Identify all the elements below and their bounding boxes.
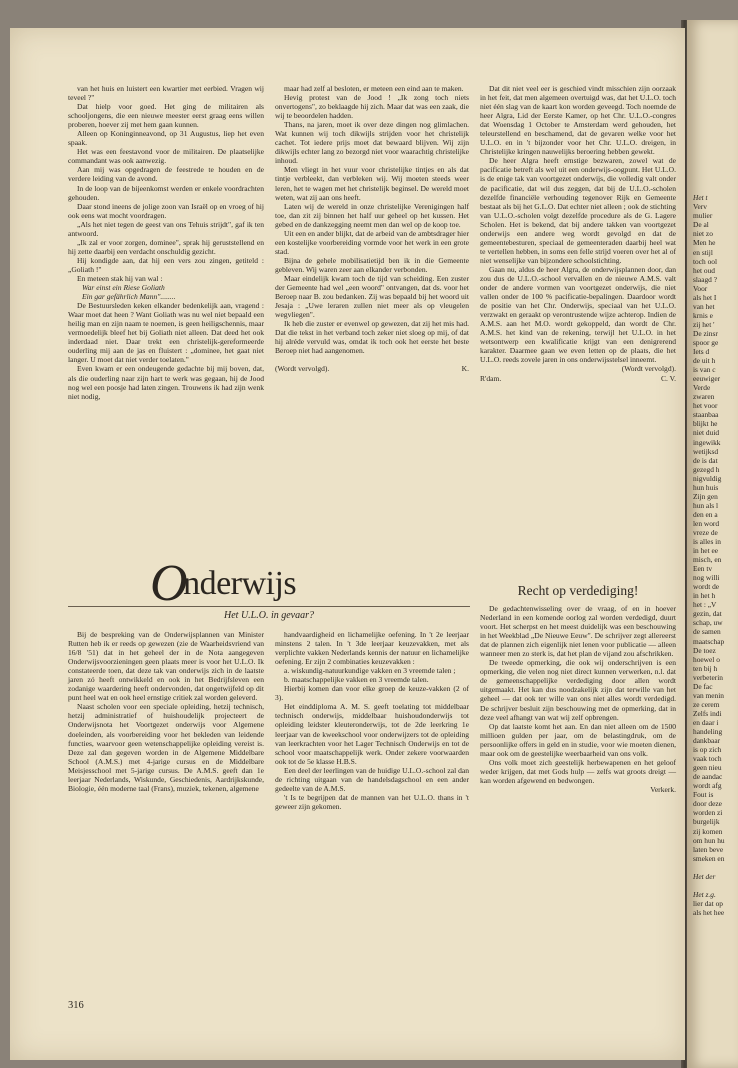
- text-fragment: blijkt he: [693, 419, 718, 429]
- column-2: [275, 84, 469, 373]
- text-fragment: zij komen: [693, 826, 723, 836]
- paragraph: De Bestuursleden keken elkander bedenkelijk aan, vragend : Waar moet dat heen ? Want Goliath was nu wel niet bepaald een heilig man en zijn naam te noemen, is geen heiligschennis, maar vermoedelijk bleef het bij Goliath niet alleen. Dat deed het ook inderdaad niet. Daar trekt een christelijk-gereformeerde ouderling mij aan de jas en fluistert : „dominee, het gaat niet langer. U moet dat niet verder toelaten.": [68, 301, 264, 365]
- text-fragment: misch, en: [693, 555, 722, 565]
- text-fragment: de aandac: [693, 772, 723, 782]
- text-fragment: mulier: [693, 211, 713, 221]
- text-fragment: hun huis: [693, 482, 719, 492]
- text-fragment: smeken en: [693, 853, 725, 863]
- paragraph: Naast scholen voor een speciale opleiding, hetzij technisch, hetzij administratief of huishoudelijk projecteert de Onderwijsnota het Voortgezet onderwijs voor Algemene doeleinden, als voorbereiding voor het bekleden van leidende functies, waarvoor geen wetenschappelijke opleiding vereist is. Deze zal dan gegeven worden in de Algemene Middelbare School (A.M.S.) met 4-jarige cursus en de Middelbare Meisjesschool met 5-jarige cursus. De A.M.S. geeft dan 1e leerjaar Nederlands, Wiskunde, Geschiedenis, Aardrijkskunde, Biologie, één moderne taal (Frans), muziek, tekenen, algemene: [68, 702, 264, 793]
- paragraph: De heer Algra heeft ernstige bezwaren, zowel wat de pacificatie betreft als wel uit een onderwijs-oogpunt. Het U.L.O. is de enige tak van voortgezet onderwijs, die volledig valt onder de pacificatie, dat wil dus zeggen, dat bij de U.L.O.-scholen dezelfde financiële verhouding tegenover Rijk en Gemeente bestaat als bij het G.L.O. Dat echter niet alleen ; ook de stichting van U.L.O.-scholen volgt dezelfde procedure als de G. Lagere Scholen. Het is bekend, dat bij andere takken van voortgezet onderwijs een andere weg wordt gevolgd en dat de gemeentebesturen, speciaal de gemeenteraden daarbij heel wat te vertellen hebben, in soms een felle strijd voeren over het al of niet wenselijke van bijzondere schoolstichting.: [480, 156, 676, 265]
- place-name: R'dam.: [480, 373, 502, 383]
- text-fragment: [693, 881, 738, 890]
- text-fragment: de is dat: [693, 455, 718, 465]
- text-fragment: de samen: [693, 627, 721, 637]
- text-fragment: zij het ': [693, 319, 715, 329]
- paragraph: Alleen op Koninginneavond, op 31 Augustus, liep het even spaak.: [68, 129, 264, 148]
- text-fragment: burgelijk: [693, 817, 720, 827]
- text-fragment: Iets d: [693, 347, 710, 357]
- text-fragment: Zijn gen: [693, 491, 718, 501]
- text-fragment: in het h: [693, 591, 716, 601]
- text-fragment: het : „V: [693, 600, 717, 610]
- text-fragment: hoewel o: [693, 654, 720, 664]
- paragraph: War einst ein Riese Goliath: [82, 283, 165, 293]
- paragraph: Een deel der leerlingen van de huidige U.L.O.-school zal dan de richting uitgaan van de handelsdagschool en een ander gedeelte van de A.M.S.: [275, 765, 469, 793]
- paragraph: „Als het niet tegen de geest van ons Tehuis strijdt", gaf ik ten antwoord.: [68, 219, 264, 238]
- paragraph: Ik heb die zuster er evenwel op gewezen, dat zij het mis had. Dat die tekst in het verband toch zeker niet sloeg op mij, of dat hij alréde vervuld was, omdat ik toch ook het eerste het beste Beroep niet had aangenomen.: [275, 319, 469, 356]
- paragraph: Bijna de gehele mobilisatietijd ben ik in die Gemeente gebleven. Wij waren zeer aan elkander verbonden.: [275, 255, 469, 274]
- text-fragment: Men he: [693, 238, 716, 248]
- paragraph: Ons volk moet zich geestelijk herbewapenen en het geloof weder krijgen, dat met Gods hulp — zelfs wat groots dreigt — kan worden afgewend en bedwongen.: [480, 757, 676, 785]
- paragraph: En meteen stak hij van wal :: [77, 273, 163, 283]
- text-fragment: zwaren: [693, 392, 715, 402]
- text-fragment: nog willi: [693, 573, 720, 583]
- text-fragment: vreze de: [693, 527, 718, 537]
- paragraph: handvaardigheid en lichamelijke oefening. In 't 2e leerjaar minstens 2 talen. In 't 3de leerjaar keuzevakken, met als verplichte vakken Nederlands kennis der natuur en lichamelijke oefening. Er zijn 2 combinaties keuzevakken :: [275, 630, 469, 667]
- paragraph: De tweede opmerking, die ook wij onderschrijven is een opmerking, die velen nog niet direct kunnen verwerken, n.l. dat de gemeenschappelijke verdediging door allen wordt uitgemaakt. Het kan dus noodzakelijk zijn dat terwille van het geheel — dat ook ter wille van ons niet alles wordt verdedigd. De schrijver besluit zijn beschouwing met de opmerking, dat in deze veel afhangt van wat wij zelf opbrengen.: [480, 658, 676, 722]
- text-fragment: len word: [693, 518, 720, 528]
- section-title-rest: nderwijs: [183, 565, 297, 602]
- text-fragment: hun als l: [693, 500, 719, 510]
- text-fragment: De fac: [693, 681, 713, 691]
- right-page-fragment: [687, 20, 738, 1068]
- text-fragment: [693, 175, 738, 184]
- text-fragment: wordt afg: [693, 781, 722, 791]
- author-initial: K.: [461, 364, 469, 374]
- text-fragment: Het der: [693, 871, 716, 881]
- text-fragment: Zelfs indi: [693, 708, 722, 718]
- text-fragment: het oud: [693, 265, 715, 275]
- text-fragment: Verv: [693, 202, 707, 212]
- text-fragment: toch ool: [693, 256, 718, 266]
- paragraph: Men vliegt in het vuur voor christelijke tintjes en als dat tintje verbleekt, dan verbleken wij. Wij moeten steeds weer leren, het te wagen met het christelijk beginsel. De wereld moet weten, wat zij aan ons heeft.: [275, 165, 469, 202]
- text-fragment: ingewikk: [693, 437, 721, 447]
- paragraph: Ein gar gefährlich Mann"........: [82, 292, 176, 302]
- paragraph: De gedachtenwisseling over de vraag, of en in hoever Nederland in een komende oorlog zal worden verdedigd, duurt voort. Het scherpst en het meest duidelijk was een beschouwing in het Weekblad „De Nieuwe Eeuw". De schrijver zegt allereerst dat de plannen zich eigenlijk niet lenen voor publicatie — alleen wanneer men zo sterk is, dat het plan de vijand zou afschrikken.: [480, 604, 676, 659]
- section-rule: [68, 606, 470, 607]
- paragraph: Op dat laatste komt het aan. En dan niet alleen om de 1500 millioen gulden per jaar, om de belastingdruk, om de persoonlijke offers in geld en in studie, voor wie moeten dienen, maar ook om de geestelijke weerbaarheid van ons volk.: [480, 721, 676, 758]
- text-fragment: het voor: [693, 401, 718, 411]
- text-fragment: [693, 157, 738, 166]
- text-fragment: Het t: [693, 193, 708, 203]
- signature-row: [275, 364, 469, 373]
- bottom-column-1: [68, 630, 264, 793]
- to-be-continued: (Wordt vervolgd).: [621, 364, 676, 374]
- bottom-column-3: [480, 604, 676, 794]
- text-fragment: [693, 166, 738, 175]
- article-title-recht: Recht op verdediging!: [517, 583, 639, 598]
- text-fragment: is alles in: [693, 537, 721, 547]
- text-fragment: is van c: [693, 365, 716, 375]
- text-fragment: schap, uw: [693, 618, 723, 628]
- author-name: Verkerk.: [650, 784, 676, 794]
- text-fragment: staanbaa: [693, 410, 719, 420]
- text-fragment: verbeterin: [693, 672, 723, 682]
- text-fragment: niet duid: [693, 428, 720, 438]
- text-fragment: [693, 148, 738, 157]
- article-subtitle: Het U.L.O. in gevaar?: [224, 610, 314, 621]
- paragraph: Thans, na jaren, moet ik over deze dingen nog glimlachen. Wat kunnen wij toch dikwijls strijden voor het christelijk cachet. Tot iedere prijs moet dat bewaard blijven. Wij zijn dikwijls echter lang zo bezorgd niet voor waarachtig christelijke inhoud.: [275, 120, 469, 166]
- text-fragment: en daar i: [693, 717, 719, 727]
- text-fragment: Een tv: [693, 564, 713, 574]
- text-fragment: Fout is: [693, 790, 714, 800]
- paragraph: Laten wij de wereld in onze christelijke Verenigingen half toe, dan zit zij binnen het half uur geheel op het kussen. Het gebed en de dankzegging neemt men dan wel op de koop toe.: [275, 201, 469, 229]
- text-fragment: en stijl: [693, 247, 713, 257]
- text-fragment: in het ee: [693, 546, 719, 556]
- text-fragment: gezegd h: [693, 464, 720, 474]
- paragraph: Hierbij komen dan voor elke groep de keuze-vakken (2 of 3).: [275, 684, 469, 703]
- column-1: [68, 84, 264, 401]
- text-fragment: van menin: [693, 690, 724, 700]
- text-fragment: dankbaar: [693, 736, 721, 746]
- paragraph: In de loop van de bijeenkomst werden er enkele voordrachten gehouden.: [68, 183, 264, 202]
- text-fragment: De al: [693, 220, 709, 230]
- text-fragment: De toez: [693, 645, 716, 655]
- paragraph: Maar eindelijk kwam toch de tijd van scheiding. Een zuster der Gemeente had wel „een woord" ontvangen, dat ds. voor het Beroep naar B. zou bedanken. Zij was bepaald bij het woord uit Jesaja : „Uwe leraren zullen niet meer als op vleugelen wegvliegen".: [275, 273, 469, 320]
- page-number: 316: [68, 1000, 84, 1011]
- text-fragment: worden zi: [693, 808, 723, 818]
- paragraph: „Ik zal er voor zorgen, dominee", sprak hij geruststellend en hij zette daarbij een verdacht onschuldig gezicht.: [68, 237, 264, 256]
- text-fragment: Verde: [693, 383, 711, 393]
- text-fragment: vaak toch: [693, 754, 722, 764]
- text-fragment: wetijksd: [693, 446, 719, 456]
- text-fragment: spoor ge: [693, 337, 719, 347]
- text-fragment: om hun hu: [693, 835, 725, 845]
- text-fragment: [693, 863, 738, 872]
- paragraph: Hij kondigde aan, dat hij een vers zou zingen, getiteld : „Goliath !": [68, 255, 264, 274]
- paragraph: Dat hielp voor goed. Het ging de militairen als schooljongens, die een nieuwe meester eerst graag eens willen proberen, hoever zij met hem gaan kunnen.: [68, 102, 264, 130]
- to-be-continued: (Wordt vervolgd).: [275, 364, 330, 374]
- signature-row: [480, 374, 676, 383]
- text-fragment: door deze: [693, 799, 722, 809]
- text-fragment: als het I: [693, 292, 717, 302]
- text-fragment: eeuwiger: [693, 374, 721, 384]
- text-fragment: maatschap: [693, 636, 725, 646]
- text-fragment: als het hee: [693, 907, 725, 917]
- text-fragment: van het: [693, 301, 715, 311]
- text-fragment: laten beve: [693, 844, 724, 854]
- author-initial: C. V.: [660, 373, 676, 383]
- text-fragment: lier dat op: [693, 898, 723, 908]
- section-title-initial: O: [150, 555, 188, 612]
- paragraph: maar had zelf al besloten, er meteen een eind aan te maken.: [284, 84, 464, 93]
- text-fragment: de uit h: [693, 356, 716, 366]
- paragraph: Uit een en ander blijkt, dat de arbeid van de ambtsdrager hier een kostelijke voorbereiding vormde voor het werk in een grote stad.: [275, 228, 469, 256]
- text-fragment: geen nieu: [693, 763, 722, 773]
- paragraph: a. wiskundig-natuurkundige vakken en 3 vreemde talen ;: [284, 666, 456, 676]
- text-fragment: niet zo: [693, 229, 713, 239]
- right-page-text: [693, 148, 738, 917]
- paragraph: Dat dit niet veel eer is geschied vindt misschien zijn oorzaak in het feit, dat men algemeen overtuigd was, dat het U.L.O. toch niet één slag van de kaart kon worden geveegd. Toch noemde de heer Algra, Lid der Eerste Kamer, op het Chr. U.L.O.-congres dat Woensdag 1 October te Amsterdam werd gehouden, het teleurstellend en beschamend, dat de gevaren welke voor het U.L.O. en in 't bijzonder voor het Chr. U.L.O. dreigen, in Christelijke kringen nauwelijks beroering hebben gewekt.: [480, 84, 676, 157]
- paragraph: 't Is te begrijpen dat de mannen van het U.L.O. thans in 't geweer zijn gekomen.: [275, 792, 469, 811]
- text-fragment: ze cerem: [693, 699, 720, 709]
- paragraph: Hevig protest van de Jood ! „Ik zong toch niets onvertogens", zo beklaagde hij zich. Maar dat was een zaak, die wij te beoordelen hadden.: [275, 93, 469, 121]
- paragraph: Het was een feestavond voor de militairen. De plaatselijke commandant was ook aanwezig.: [68, 147, 264, 166]
- bottom-column-2: [275, 630, 469, 811]
- text-fragment: den en a: [693, 509, 718, 519]
- text-fragment: gezin, dat: [693, 609, 722, 619]
- paragraph: Aan mij was opgedragen de feestrede te houden en de verdere leiding van de avond.: [68, 165, 264, 184]
- text-fragment: [693, 184, 738, 193]
- text-fragment: krnis e: [693, 310, 713, 320]
- column-3: [480, 84, 676, 383]
- paragraph: Even kwam er een ondeugende gedachte bij mij boven, dat, als die ouderling naar zijn hart te werk was gegaan, hij de Jood nog wel een poosje had laten zingen. Trouwens ik had zijn wenk niet nodig,: [68, 364, 264, 401]
- text-fragment: De zinsr: [693, 328, 718, 338]
- section-title: [150, 555, 330, 612]
- text-fragment: Voor: [693, 283, 708, 293]
- text-fragment: handeling: [693, 727, 723, 736]
- paragraph: b. maatschappelijke vakken en 3 vreemde talen.: [284, 675, 429, 685]
- text-fragment: slaagd ?: [693, 274, 718, 284]
- text-fragment: Het z.g.: [693, 889, 716, 899]
- text-fragment: ten bij h: [693, 663, 718, 673]
- paragraph: van het huis en luistert een kwartier met eerbied. Vragen wij teveel ?": [68, 84, 264, 103]
- paragraph: Daar stond ineens de jolige zoon van Israël op en vroeg of hij ook eens wat mocht voordragen.: [68, 201, 264, 220]
- paragraph: Gaan nu, aldus de heer Algra, de onderwijsplannen door, dan zou dus de U.L.O.-school vervallen en de nieuwe A.M.S. valt onder de andere vormen van voortgezet onderwijs, die niet vallen onder de 100 % pacificatie-bepalingen. Daardoor wordt de positie van het Chr. Onderwijs, speciaal van het U.L.O. verzwakt en geraakt op verontrustende wijze achterop. Indien de A.M.S. aan het M.O. wordt gekoppeld, dan wordt de Chr. A.M.S. het kind van de rekening, terwijl het U.L.O. in het wetsontwerp een kwalificatie krijgt van een denigrerend karakter. Daarmee gaan we even letten op de plaats, die het U.L.O. reeds zovele jaren in ons onderwijsstelsel inneemt.: [480, 264, 676, 365]
- text-fragment: is op zich: [693, 745, 722, 755]
- text-fragment: wordt de: [693, 582, 720, 592]
- text-fragment: nigvuldig: [693, 473, 722, 483]
- paragraph: Het einddiploma A. M. S. geeft toelating tot middelbaar technisch onderwijs, middelbaar huishoudonderwijs tot opleiding leidster kleuteronderwijs, tot de 2de leerkring 1e leerjaar van de kweekschool voor onderwijzers tot de opleiding van leerkrachten voor het Lager Technisch Onderwijs en tot de school voor maatschappelijk werk. Onder zekere voorwaarden ook tot de 5e klasse H.B.S.: [275, 702, 469, 766]
- paragraph: Bij de bespreking van de Onderwijsplannen van Minister Rutten heb ik er reeds op gewezen (zie de Waarheidsvriend van 16/8 '51) dat in het geheel der in de Nota aangegeven Onderwijsvoorzieningen geen plaats meer is voor het U.L.O. Ik constateerde toen, dat deze tak van onderwijs zich in de laatste jaren zó heeft ontwikkeld en ook in het Bedrijfsleven een zodanige waardering heeft ondervonden, dat ongetwijfeld op dit punt heel wat en ook heel ernstige critiek zal worden geleverd.: [68, 630, 264, 703]
